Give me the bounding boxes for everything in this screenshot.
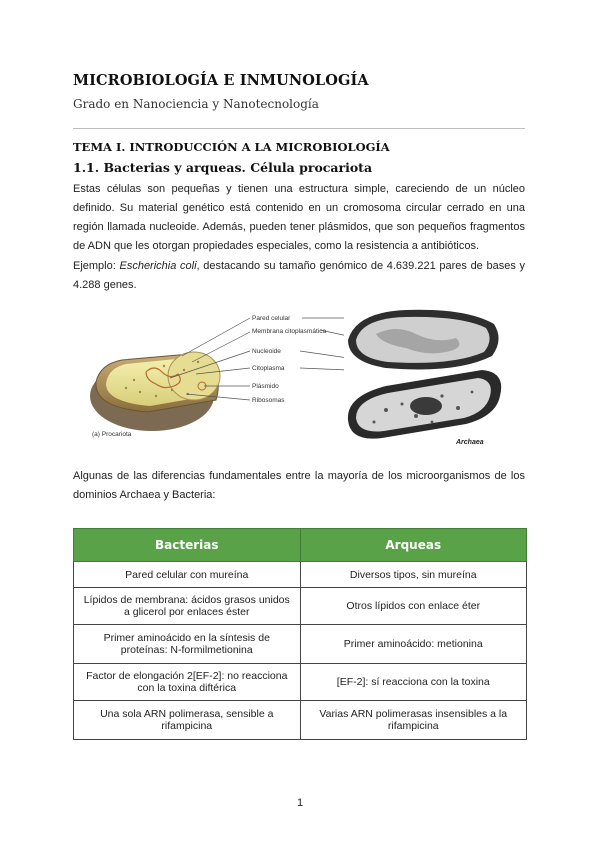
label-cell-wall: Pared celular (252, 315, 291, 322)
label-cytoplasmic-membrane: Membrana citoplasmática (252, 328, 327, 335)
header-bacteria: Bacterias (74, 529, 301, 562)
table-row (74, 664, 527, 701)
figure-caption: (a) Procariota (92, 431, 132, 438)
cell-archaea: Primer aminoácido: metionina (300, 625, 527, 664)
example-species: Escherichia coli (119, 260, 197, 272)
cell-illustration (90, 352, 220, 431)
label-cytoplasm: Citoplasma (252, 365, 285, 372)
cell-bacteria: Una sola ARN polimerasa, sensible a rifampicina (74, 701, 301, 740)
cell-archaea: Diversos tipos, sin mureína (300, 562, 527, 588)
comparison-table (73, 528, 527, 740)
micrograph-archaea-label: Archaea (456, 439, 484, 446)
header-archaea: Arqueas (300, 529, 527, 562)
label-nucleoid: Nucleoide (252, 348, 281, 355)
cell-archaea: [EF-2]: sí reacciona con la toxina (300, 664, 527, 701)
page-number: 1 (296, 797, 304, 809)
label-ribosomes: Ribosomas (252, 397, 285, 404)
header-divider (73, 128, 525, 129)
table-row (74, 625, 527, 664)
table-row (74, 562, 527, 588)
cell-bacteria: Factor de elongación 2[EF-2]: no reacciona con la toxina diftérica (74, 664, 301, 701)
subsection-title: 1.1. Bacterias y arqueas. Célula procariota (73, 160, 373, 175)
cell-bacteria: Primer aminoácido en la síntesis de proteínas: N-formilmetionina (74, 625, 301, 664)
example-suffix: , destacando su tamaño genómico de 4.639.221 pares de bases y 4.288 genes. (73, 260, 526, 291)
example-paragraph (73, 257, 525, 295)
label-plasmid: Plásmido (252, 383, 279, 390)
cell-archaea: Otros lípidos con enlace éter (300, 588, 527, 625)
example-prefix: Ejemplo: (73, 260, 120, 272)
document-title: MICROBIOLOGÍA E INMUNOLOGÍA (73, 72, 369, 89)
table-row (74, 701, 527, 740)
cell-bacteria: Lípidos de membrana: ácidos grasos unidos a glicerol por enlaces éster (74, 588, 301, 625)
cell-archaea: Varias ARN polimerasas insensibles a la rifampicina (300, 701, 527, 740)
cell-bacteria: Pared celular con mureína (74, 562, 301, 588)
section-title: TEMA I. INTRODUCCIÓN A LA MICROBIOLOGÍA (73, 140, 390, 154)
micrograph-archaea (348, 370, 501, 446)
differences-paragraph: Algunas de las diferencias fundamentales entre la mayoría de los microorganismos de los dominios Archaea y Bacteria: (73, 470, 525, 501)
document-subtitle: Grado en Nanociencia y Nanotecnología (73, 97, 319, 111)
prokaryote-figure (86, 300, 526, 448)
table-header-row (74, 529, 527, 562)
table-row (74, 588, 527, 625)
intro-paragraph: Estas células son pequeñas y tienen una estructura simple, careciendo de un núcleo definido. Su material genético está contenido en un cromosoma circular cerrado en una región llamada nucleoide. Además, pueden tener plásmidos, que son pequeños fragmentos de ADN que les otorgan propiedades especiales, como la resistencia a antibióticos. (73, 183, 525, 252)
